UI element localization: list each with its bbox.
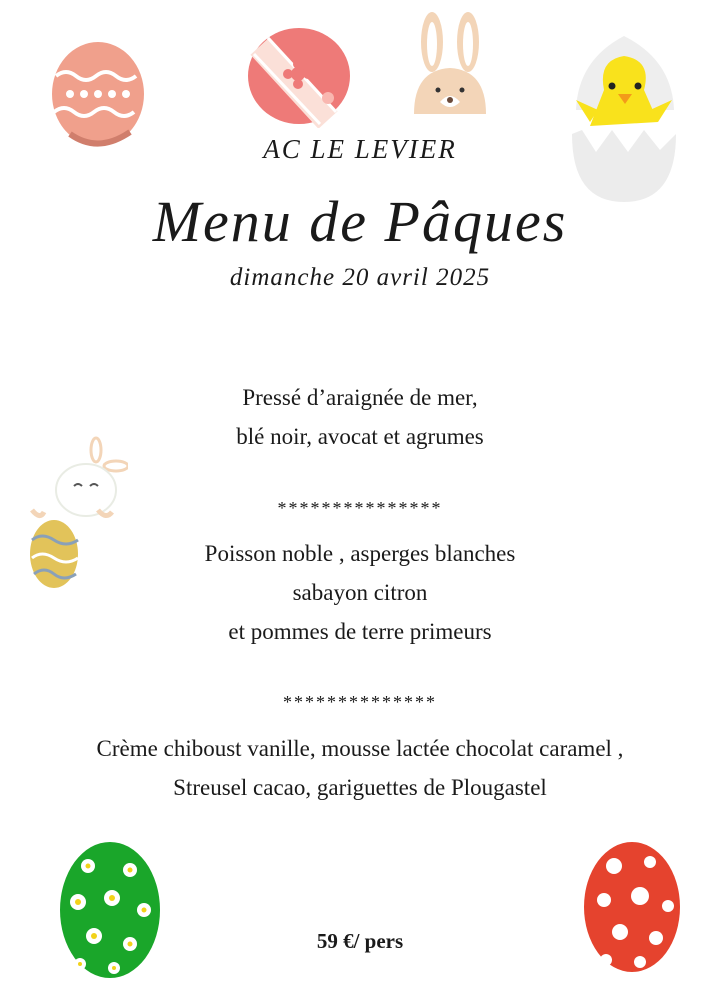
- page-title: Menu de Pâques: [152, 189, 568, 254]
- hatching-chick-icon: [568, 30, 680, 204]
- peach-easter-egg-icon: [50, 36, 150, 148]
- bunny-head-icon: [408, 10, 492, 114]
- pink-flower-egg-icon: [246, 24, 352, 128]
- main-line: sabayon citron: [292, 580, 428, 605]
- event-date: dimanche 20 avril 2025: [229, 264, 491, 291]
- menu-separator: **************: [283, 692, 437, 712]
- menu-separator: ***************: [277, 498, 443, 518]
- starter-line: Pressé d’araignée de mer,: [242, 385, 478, 410]
- main-course: [0, 534, 720, 651]
- dessert-course: [0, 729, 720, 807]
- main-line: et pommes de terre primeurs: [228, 619, 492, 644]
- green-daisy-egg-icon: [58, 840, 162, 980]
- dessert-line: Streusel cacao, gariguettes de Plougastel: [173, 775, 547, 800]
- starter-course: [0, 378, 720, 456]
- starter-line: blé noir, avocat et agrumes: [236, 424, 484, 449]
- main-line: Poisson noble , asperges blanches: [204, 541, 516, 566]
- price-label: 59 €/ pers: [316, 929, 404, 953]
- dessert-line: Crème chiboust vanille, mousse lactée chocolat caramel ,: [96, 736, 624, 761]
- restaurant-name: AC LE LEVIER: [263, 134, 457, 164]
